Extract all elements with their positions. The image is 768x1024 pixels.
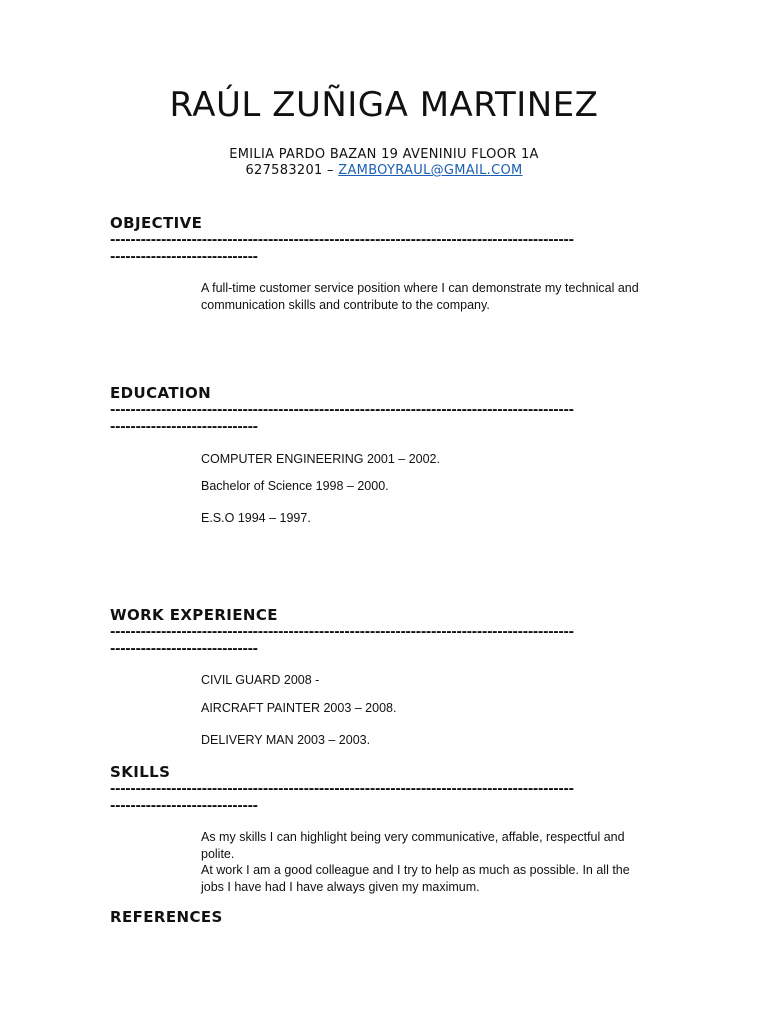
education-item: Bachelor of Science 1998 – 2000. [201,479,389,493]
divider-line: ------------------------------------------------------------------------------------------- [110,782,574,797]
education-item: E.S.O 1994 – 1997. [201,511,311,525]
work-item: DELIVERY MAN 2003 – 2003. [201,733,371,747]
email-link[interactable]: ZAMBOYRAUL@GMAIL.COM [338,163,523,178]
divider-line: ----------------------------- [110,799,258,814]
divider-line: ----------------------------- [110,642,258,657]
divider-line: ----------------------------- [110,420,258,435]
skills-heading: SKILLS [110,763,171,781]
contact-line [0,163,768,179]
objective-text: A full-time customer service position where I can demonstrate my technical and communication skills and contribute to the company. [201,281,639,312]
divider-line: ------------------------------------------------------------------------------------------- [110,625,574,640]
divider-line: ----------------------------- [110,250,258,265]
address-line: EMILIA PARDO BAZAN 19 AVENINIU FLOOR 1A [229,147,539,162]
skills-text: As my skills I can highlight being very communicative, affable, respectful and polite. [201,830,625,861]
work-experience-heading: WORK EXPERIENCE [110,606,278,624]
divider-line: ------------------------------------------------------------------------------------------- [110,403,574,418]
education-heading: EDUCATION [110,384,212,402]
references-heading: REFERENCES [110,908,223,926]
skills-text: At work I am a good colleague and I try to help as much as possible. In all the jobs I have had I have always given my maximum. [201,863,630,894]
education-item: COMPUTER ENGINEERING 2001 – 2002. [201,452,440,466]
work-item: CIVIL GUARD 2008 - [201,673,320,687]
work-item: AIRCRAFT PAINTER 2003 – 2008. [201,701,397,715]
divider-line: ------------------------------------------------------------------------------------------- [110,233,574,248]
resume-name: RAÚL ZUÑIGA MARTINEZ [169,85,599,125]
objective-heading: OBJECTIVE [110,214,203,232]
phone-number: 627583201 – [245,163,339,178]
